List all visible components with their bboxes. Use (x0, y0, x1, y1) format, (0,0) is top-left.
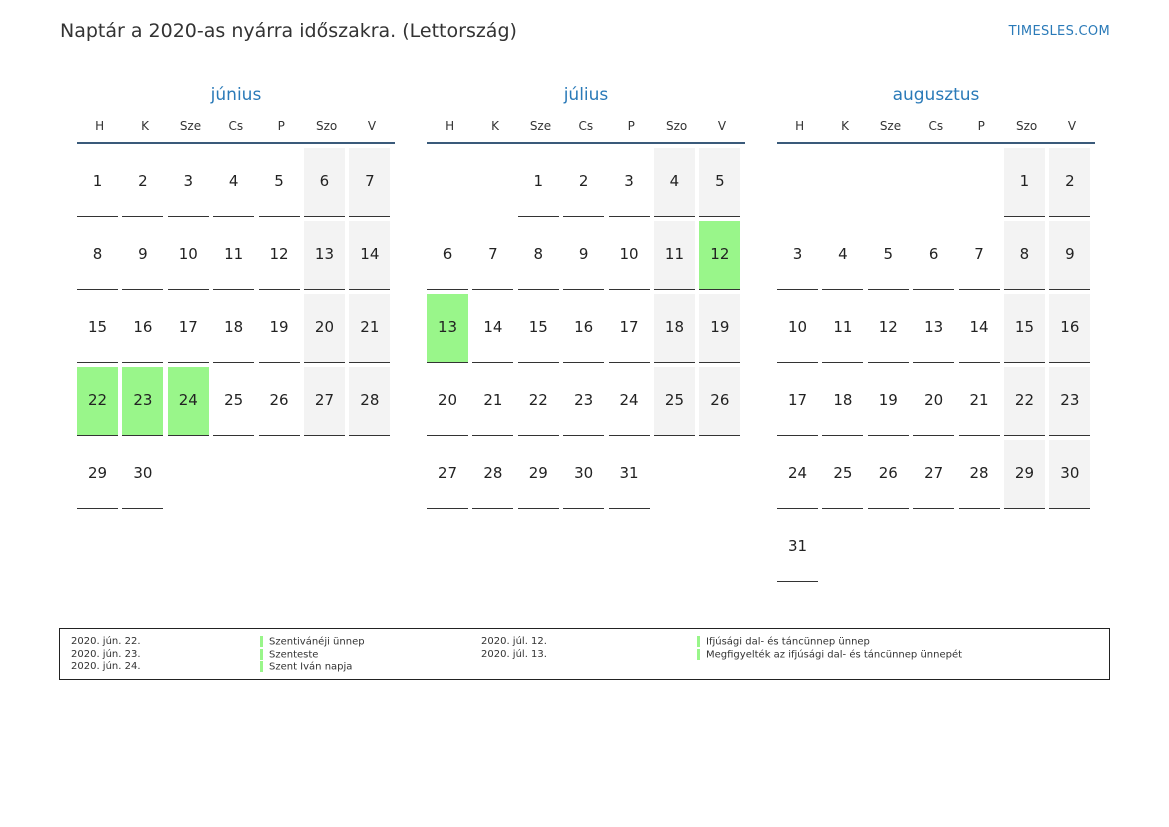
month-name: június (210, 85, 262, 105)
day-cell[interactable]: 20 (304, 294, 345, 363)
empty-day-cell (777, 148, 818, 217)
day-cell[interactable]: 23 (563, 367, 604, 436)
day-cell[interactable]: 5 (868, 221, 909, 290)
weekday-label: K (491, 119, 500, 133)
week-row (77, 148, 395, 221)
day-cell[interactable]: 12 (259, 221, 300, 290)
page-title: Naptár a 2020-as nyárra időszakra. (Lettország) (60, 20, 517, 42)
day-cell[interactable]: 31 (609, 440, 650, 509)
weekday-label: Sze (179, 119, 202, 133)
day-cell[interactable]: 4 (822, 221, 863, 290)
weekday-label: V (717, 119, 727, 133)
day-cell[interactable]: 14 (959, 294, 1000, 363)
day-cell[interactable]: 5 (259, 148, 300, 217)
holiday-color-marker (260, 661, 263, 672)
week-row (777, 148, 1095, 221)
week-row (777, 294, 1095, 367)
day-cell[interactable]: 4 (654, 148, 695, 217)
day-cell[interactable]: 31 (777, 513, 818, 582)
day-cell[interactable]: 17 (609, 294, 650, 363)
empty-day-cell (1004, 513, 1045, 582)
empty-day-cell (427, 148, 468, 217)
day-cell[interactable]: 28 (472, 440, 513, 509)
day-cell[interactable]: 26 (259, 367, 300, 436)
weekday-label: H (95, 119, 105, 133)
week-row (777, 221, 1095, 294)
legend-left-names (260, 636, 365, 674)
weekday-header (777, 108, 1095, 144)
week-row (427, 440, 745, 513)
legend-holiday-name: Ifjúsági dal- és táncünnep ünnep (706, 636, 870, 648)
holiday-color-marker (260, 636, 263, 647)
day-cell[interactable]: 19 (259, 294, 300, 363)
week-row (777, 440, 1095, 513)
day-cell[interactable]: 10 (777, 294, 818, 363)
empty-day-cell (822, 513, 863, 582)
legend-left-dates (71, 636, 141, 674)
day-cell[interactable]: 9 (122, 221, 163, 290)
empty-day-cell (959, 148, 1000, 217)
day-cell[interactable]: 16 (1049, 294, 1090, 363)
holiday-day-cell[interactable]: 24 (168, 367, 209, 436)
day-cell[interactable]: 30 (122, 440, 163, 509)
day-cell[interactable]: 24 (609, 367, 650, 436)
week-row (777, 513, 1095, 586)
weekday-label: Cs (578, 119, 594, 133)
day-cell[interactable]: 5 (699, 148, 740, 217)
day-cell[interactable]: 6 (913, 221, 954, 290)
empty-day-cell (913, 148, 954, 217)
day-cell[interactable]: 10 (168, 221, 209, 290)
weekday-label: H (795, 119, 805, 133)
day-cell[interactable]: 2 (1049, 148, 1090, 217)
day-cell[interactable]: 22 (1004, 367, 1045, 436)
empty-day-cell (959, 513, 1000, 582)
holiday-day-cell[interactable]: 12 (699, 221, 740, 290)
holiday-day-cell[interactable]: 22 (77, 367, 118, 436)
weekday-label: H (445, 119, 455, 133)
weekday-label: Szo (1016, 119, 1038, 133)
legend-holiday-name: Szent Iván napja (269, 661, 353, 673)
day-cell[interactable]: 12 (868, 294, 909, 363)
day-cell[interactable]: 7 (349, 148, 390, 217)
week-row (427, 294, 745, 367)
day-cell[interactable]: 9 (563, 221, 604, 290)
day-cell[interactable]: 8 (518, 221, 559, 290)
empty-day-cell (868, 148, 909, 217)
day-cell[interactable]: 17 (777, 367, 818, 436)
day-cell[interactable]: 28 (959, 440, 1000, 509)
day-cell[interactable]: 9 (1049, 221, 1090, 290)
day-cell[interactable]: 25 (213, 367, 254, 436)
week-row (427, 221, 745, 294)
empty-day-cell (699, 440, 740, 509)
holiday-color-marker (260, 649, 263, 660)
day-cell[interactable]: 16 (563, 294, 604, 363)
holiday-color-marker (697, 649, 700, 660)
weekday-label: Szo (316, 119, 338, 133)
legend-date: 2020. júl. 12. (481, 636, 547, 647)
day-cell[interactable]: 11 (822, 294, 863, 363)
month-name: július (563, 85, 609, 105)
week-row (77, 367, 395, 440)
week-row (77, 221, 395, 294)
day-cell[interactable]: 1 (77, 148, 118, 217)
day-cell[interactable]: 30 (563, 440, 604, 509)
day-cell[interactable]: 27 (304, 367, 345, 436)
empty-day-cell (168, 440, 209, 509)
day-cell[interactable]: 29 (77, 440, 118, 509)
day-cell[interactable]: 14 (472, 294, 513, 363)
day-cell[interactable]: 1 (518, 148, 559, 217)
holiday-legend (59, 628, 1110, 680)
weekday-label: Cs (228, 119, 244, 133)
holiday-day-cell[interactable]: 13 (427, 294, 468, 363)
day-cell[interactable]: 2 (122, 148, 163, 217)
holiday-day-cell[interactable]: 23 (122, 367, 163, 436)
day-cell[interactable]: 15 (518, 294, 559, 363)
weekday-label: K (141, 119, 150, 133)
empty-day-cell (822, 148, 863, 217)
weekday-label: P (627, 119, 635, 133)
week-row (427, 148, 745, 221)
day-cell[interactable]: 11 (654, 221, 695, 290)
empty-day-cell (304, 440, 345, 509)
day-cell[interactable]: 18 (654, 294, 695, 363)
day-cell[interactable]: 18 (822, 367, 863, 436)
day-cell[interactable]: 11 (213, 221, 254, 290)
day-cell[interactable]: 1 (1004, 148, 1045, 217)
weekday-label: Sze (879, 119, 902, 133)
day-cell[interactable]: 4 (213, 148, 254, 217)
day-cell[interactable]: 23 (1049, 367, 1090, 436)
day-cell[interactable]: 26 (699, 367, 740, 436)
month-1 (77, 82, 395, 513)
week-row (77, 294, 395, 367)
empty-day-cell (213, 440, 254, 509)
day-cell[interactable]: 27 (913, 440, 954, 509)
day-cell[interactable]: 25 (822, 440, 863, 509)
day-cell[interactable]: 20 (913, 367, 954, 436)
weekday-label: Szo (666, 119, 688, 133)
day-cell[interactable]: 3 (777, 221, 818, 290)
day-cell[interactable]: 18 (213, 294, 254, 363)
day-cell[interactable]: 8 (77, 221, 118, 290)
day-cell[interactable]: 7 (959, 221, 1000, 290)
weekday-header (427, 108, 745, 144)
legend-right-names (697, 636, 962, 661)
week-row (427, 367, 745, 440)
weekday-label: V (367, 119, 377, 133)
day-cell[interactable]: 17 (168, 294, 209, 363)
legend-holiday-name: Szenteste (269, 649, 319, 660)
day-cell[interactable]: 15 (1004, 294, 1045, 363)
weekday-label: Cs (928, 119, 944, 133)
day-cell[interactable]: 13 (304, 221, 345, 290)
weekday-label: P (977, 119, 985, 133)
day-cell[interactable]: 24 (777, 440, 818, 509)
empty-day-cell (868, 513, 909, 582)
holiday-color-marker (697, 636, 700, 647)
month-name: augusztus (892, 85, 980, 105)
week-row (777, 367, 1095, 440)
legend-date: 2020. jún. 24. (71, 661, 141, 672)
day-cell[interactable]: 21 (472, 367, 513, 436)
legend-holiday-name: Megfigyelték az ifjúsági dal- és táncünnep ünnepét (706, 649, 963, 660)
weekday-label: V (1067, 119, 1077, 133)
day-cell[interactable]: 29 (1004, 440, 1045, 509)
empty-day-cell (259, 440, 300, 509)
month-3 (777, 82, 1095, 586)
weekday-label: P (277, 119, 285, 133)
day-cell[interactable]: 28 (349, 367, 390, 436)
weekday-label: Sze (529, 119, 552, 133)
legend-date: 2020. jún. 23. (71, 648, 141, 660)
day-cell[interactable]: 30 (1049, 440, 1090, 509)
empty-day-cell (1049, 513, 1090, 582)
day-cell[interactable]: 3 (609, 148, 650, 217)
day-cell[interactable]: 19 (868, 367, 909, 436)
day-cell[interactable]: 20 (427, 367, 468, 436)
legend-date: 2020. jún. 22. (71, 636, 141, 647)
empty-day-cell (349, 440, 390, 509)
day-cell[interactable]: 21 (349, 294, 390, 363)
day-cell[interactable]: 19 (699, 294, 740, 363)
day-cell[interactable]: 6 (304, 148, 345, 217)
day-cell[interactable]: 14 (349, 221, 390, 290)
day-cell[interactable]: 13 (913, 294, 954, 363)
month-2 (427, 82, 745, 513)
day-cell[interactable]: 10 (609, 221, 650, 290)
weekday-label: K (841, 119, 850, 133)
day-cell[interactable]: 27 (427, 440, 468, 509)
day-cell[interactable]: 8 (1004, 221, 1045, 290)
legend-holiday-name: Szentivánéji ünnep (269, 636, 365, 648)
day-cell[interactable]: 16 (122, 294, 163, 363)
day-cell[interactable]: 21 (959, 367, 1000, 436)
legend-right-dates (481, 636, 547, 661)
day-cell[interactable]: 2 (563, 148, 604, 217)
empty-day-cell (913, 513, 954, 582)
day-cell[interactable]: 15 (77, 294, 118, 363)
day-cell[interactable]: 29 (518, 440, 559, 509)
empty-day-cell (654, 440, 695, 509)
site-link[interactable]: TIMESLES.COM (1008, 24, 1110, 39)
day-cell[interactable]: 3 (168, 148, 209, 217)
weekday-header (77, 108, 395, 144)
legend-date: 2020. júl. 13. (481, 648, 547, 660)
day-cell[interactable]: 22 (518, 367, 559, 436)
day-cell[interactable]: 7 (472, 221, 513, 290)
day-cell[interactable]: 26 (868, 440, 909, 509)
week-row (77, 440, 395, 513)
day-cell[interactable]: 25 (654, 367, 695, 436)
day-cell[interactable]: 6 (427, 221, 468, 290)
empty-day-cell (472, 148, 513, 217)
